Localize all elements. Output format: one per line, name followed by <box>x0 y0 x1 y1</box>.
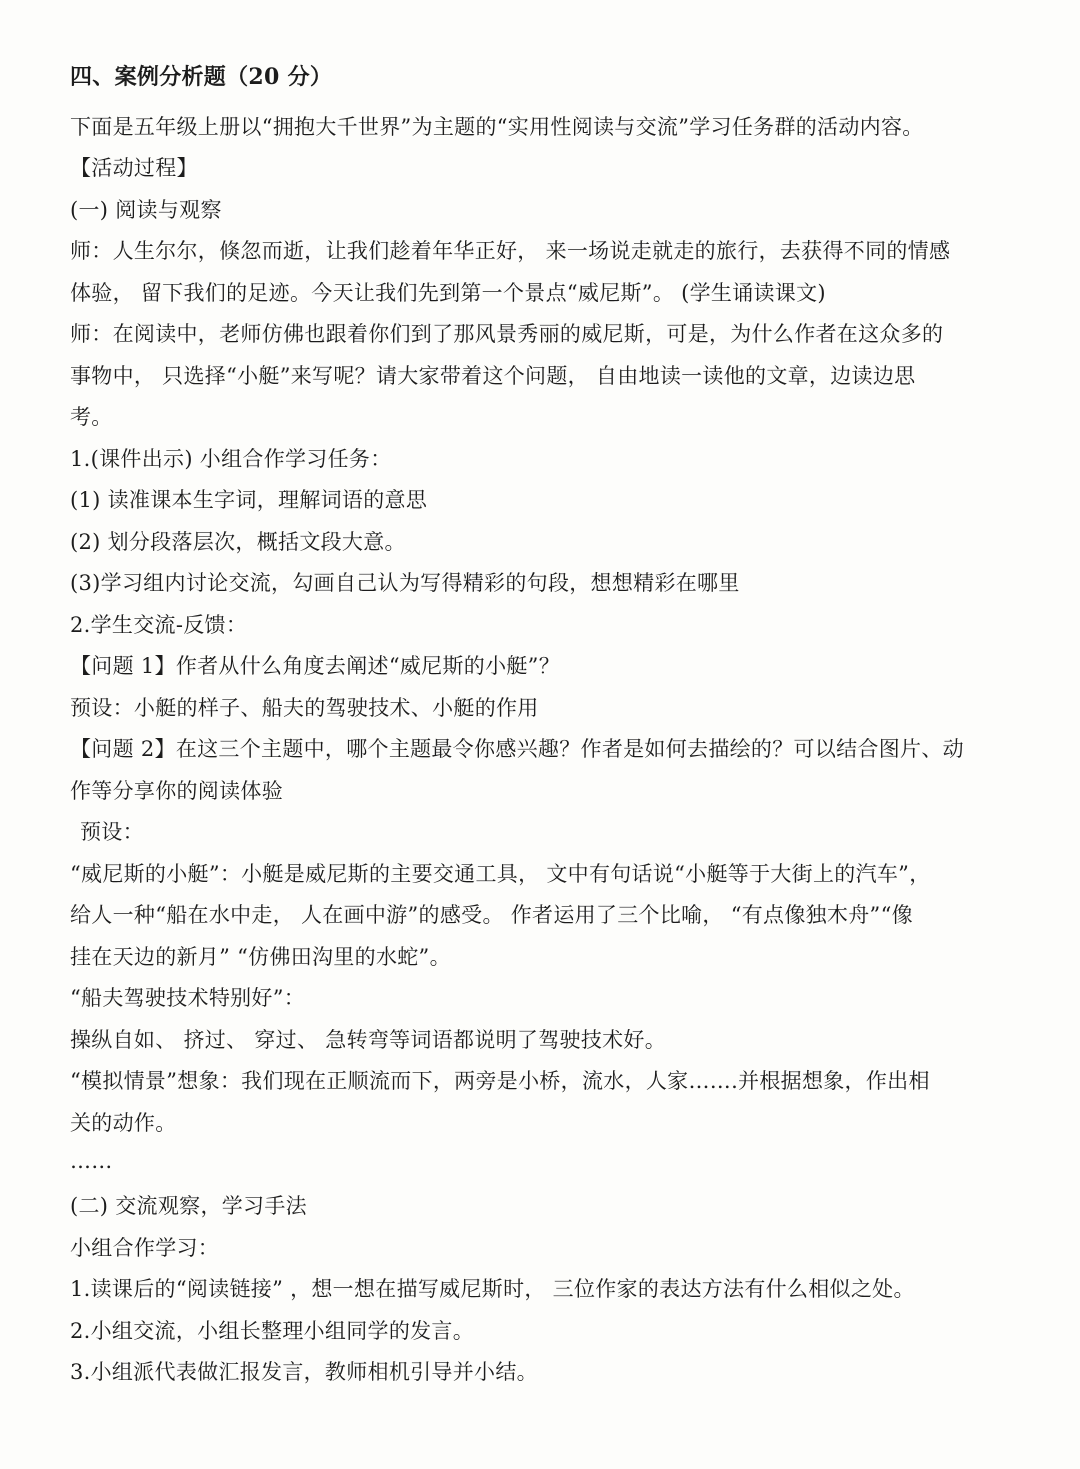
study-step: 1.读课后的“阅读链接” ，想一想在描写威尼斯时， 三位作家的表达方法有什么相似之处。 <box>70 1277 915 1301</box>
question-2-continued: 作等分享你的阅读体验 <box>70 779 283 803</box>
text-line: 给人一种“船在水中走， 人在画中游”的感受。 作者运用了三个比喻， “有点像独木舟”“像 <box>70 903 913 927</box>
subsection-heading-1: (一) 阅读与观察 <box>70 198 222 222</box>
intro-paragraph: 下面是五年级上册以“拥抱大千世界”为主题的“实用性阅读与交流”学习任务群的活动内容。 <box>70 115 924 139</box>
preset-label: 预设： <box>80 820 144 844</box>
question-1: 【问题 1】作者从什么角度去阐述“威尼斯的小艇”？ <box>70 654 561 678</box>
text-line: “模拟情景”想象：我们现在正顺流而下，两旁是小桥，流水，人家…….并根据想象，作出相 <box>70 1069 930 1093</box>
task-item: (3)学习组内讨论交流，勾画自己认为写得精彩的句段，想想精彩在哪里 <box>70 571 740 595</box>
section-title: 四、案例分析题（20 分） <box>70 64 333 90</box>
text-line: 事物中， 只选择“小艇”来写呢？请大家带着这个问题， 自由地读一读他的文章，边读边思 <box>70 364 916 388</box>
text-line: 关的动作。 <box>70 1111 177 1135</box>
text-line: “威尼斯的小艇”：小艇是威尼斯的主要交通工具， 文中有句话说“小艇等于大街上的汽车”， <box>70 862 931 886</box>
task-item: (2) 划分段落层次，概括文段大意。 <box>70 530 406 554</box>
answer-1: 预设：小艇的样子、船夫的驾驶技术、小艇的作用 <box>70 696 539 720</box>
question-2: 【问题 2】在这三个主题中，哪个主题最令你感兴趣？作者是如何去描绘的？可以结合图片、动 <box>70 737 964 761</box>
task-item: (1) 读准课本生字词，理解词语的意思 <box>70 488 428 512</box>
text-line: 操纵自如、 挤过、 穿过、 急转弯等词语都说明了驾驶技术好。 <box>70 1028 667 1052</box>
text-line: “船夫驾驶技术特别好”： <box>70 986 306 1010</box>
text-line: 师：人生尔尔，倏忽而逝，让我们趁着年华正好， 来一场说走就走的旅行，去获得不同的情感 <box>70 239 951 263</box>
activity-heading: 【活动过程】 <box>70 156 198 180</box>
feedback-heading: 2.学生交流-反馈： <box>70 613 248 637</box>
ellipsis: …… <box>70 1149 113 1173</box>
task-heading: 1.(课件出示) 小组合作学习任务： <box>70 447 392 471</box>
study-step: 3.小组派代表做汇报发言，教师相机引导并小结。 <box>70 1360 538 1384</box>
group-study-label: 小组合作学习： <box>70 1236 220 1260</box>
study-step: 2.小组交流，小组长整理小组同学的发言。 <box>70 1319 475 1343</box>
text-line: 师：在阅读中，老师仿佛也跟着你们到了那风景秀丽的威尼斯，可是，为什么作者在这众多的 <box>70 322 944 346</box>
subsection-heading-2: (二) 交流观察，学习手法 <box>70 1194 307 1218</box>
text-line: 考。 <box>70 405 113 429</box>
text-line: 体验， 留下我们的足迹。今天让我们先到第一个景点“威尼斯”。 (学生诵读课文) <box>70 281 826 305</box>
text-line: 挂在天边的新月” “仿佛田沟里的水蛇”。 <box>70 945 451 969</box>
